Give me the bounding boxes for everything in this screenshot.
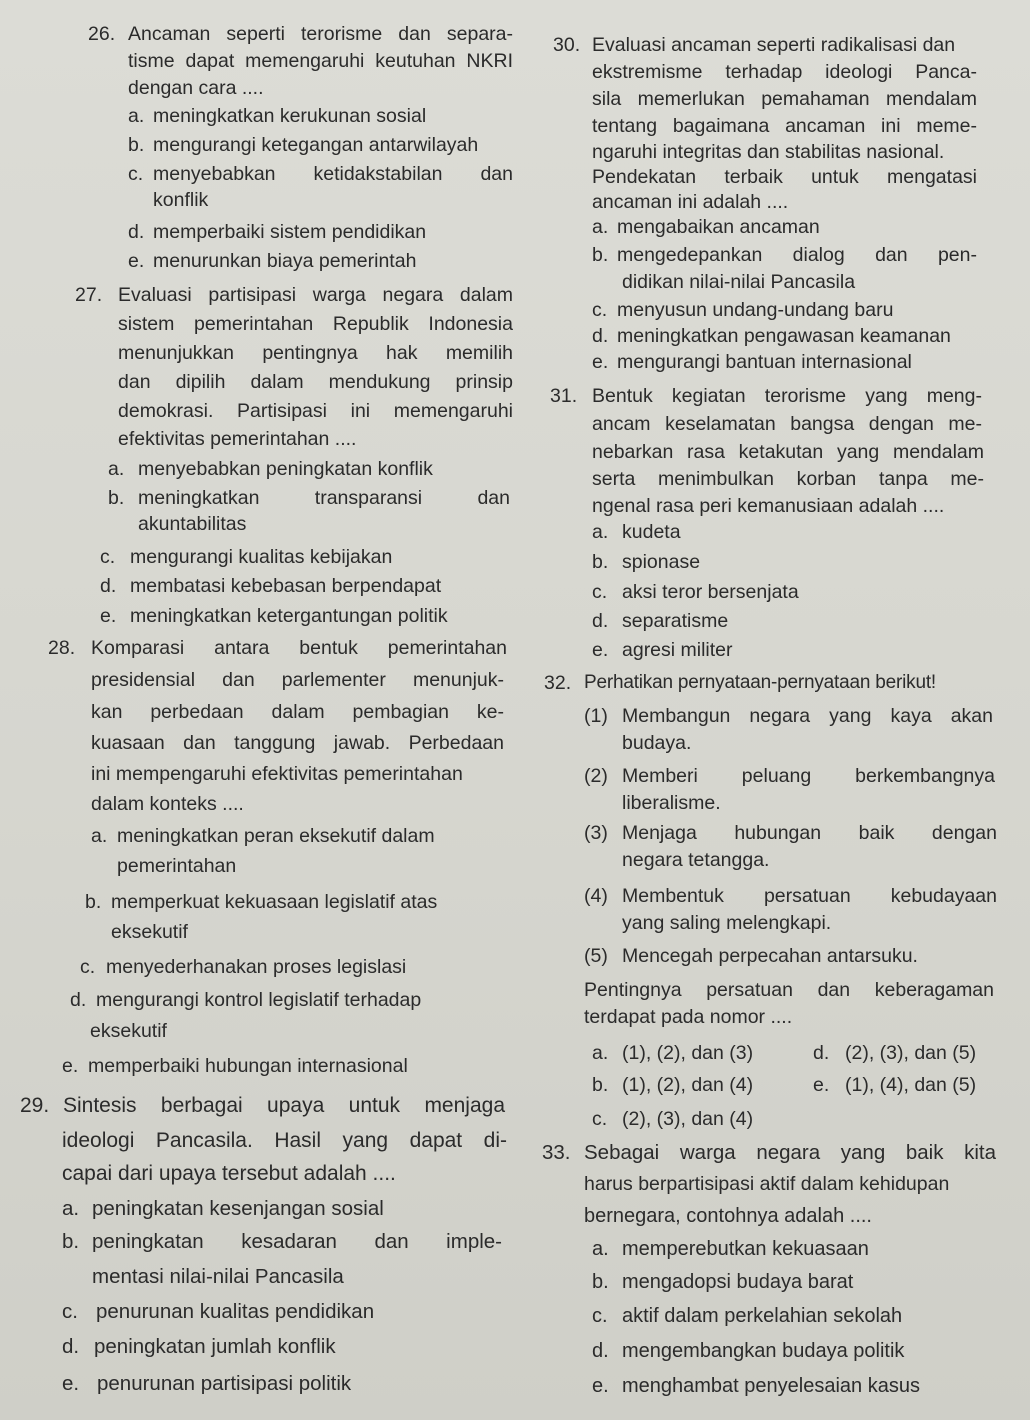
option-text: separatisme xyxy=(622,610,729,632)
option-letter: b. xyxy=(592,1074,609,1096)
question-stem-line: Sintesis berbagai upaya untuk menjaga xyxy=(63,1094,505,1117)
option-letter: d. xyxy=(592,610,609,632)
option-letter: a. xyxy=(91,825,108,847)
question-stem-line: tisme dapat memengaruhi keutuhan NKRI xyxy=(128,50,513,72)
statement-number: (5) xyxy=(584,945,608,967)
option-letter: e. xyxy=(62,1372,80,1395)
option-letter: a. xyxy=(128,105,145,127)
question-stem-line: Perhatikan pernyataan-pernyataan berikut! xyxy=(584,672,936,693)
option-text: memperkuat kekuasaan legislatif atas xyxy=(111,891,438,913)
question-number: 32. xyxy=(544,672,572,694)
option-text: aktif dalam perkelahian sekolah xyxy=(622,1305,903,1327)
question-stem-line: serta menimbulkan korban tanpa me- xyxy=(592,468,984,490)
option-text-cont: didikan nilai-nilai Pancasila xyxy=(622,271,856,293)
option-text: mengurangi kualitas kebijakan xyxy=(130,546,393,568)
question-number: 26. xyxy=(88,23,116,45)
statement-number: (4) xyxy=(584,885,608,907)
question-stem-line: dalam konteks .... xyxy=(91,793,244,815)
question-number: 27. xyxy=(75,284,103,306)
statement-text: Menjaga hubungan baik dengan xyxy=(622,822,997,844)
question-stem-line: Bentuk kegiatan terorisme yang meng- xyxy=(592,385,982,407)
option-text: mengembangkan budaya politik xyxy=(622,1340,905,1362)
option-text: aksi teror bersenjata xyxy=(622,581,799,603)
statement-text-cont: liberalisme. xyxy=(622,792,721,814)
option-letter: d. xyxy=(813,1042,830,1064)
question-stem-line: dan dipilih dalam mendukung prinsip xyxy=(118,371,513,393)
question-stem-line: kan perbedaan dalam pembagian ke- xyxy=(91,701,504,723)
option-text: meningkatkan kerukunan sosial xyxy=(153,105,427,127)
question-stem-line: sistem pemerintahan Republik Indonesia xyxy=(118,313,513,335)
statement-text: Membangun negara yang kaya akan xyxy=(622,705,993,727)
option-letter: a. xyxy=(592,1042,609,1064)
option-letter: e. xyxy=(128,250,145,272)
option-text: menyusun undang-undang baru xyxy=(617,299,894,321)
option-text: peningkatan kesenjangan sosial xyxy=(92,1197,384,1220)
question-stem-line: Evaluasi ancaman seperti radikalisasi dan xyxy=(592,34,956,56)
option-text: memperbaiki sistem pendidikan xyxy=(153,221,427,243)
option-text: mengurangi ketegangan antarwilayah xyxy=(153,134,479,156)
question-stem-line: Sebagai warga negara yang baik kita xyxy=(584,1141,996,1164)
question-stem-line: demokrasi. Partisipasi ini memengaruhi xyxy=(118,400,513,422)
question-stem-line: ngenal rasa peri kemanusiaan adalah .... xyxy=(592,495,945,517)
option-letter: e. xyxy=(592,1375,609,1397)
option-letter: d. xyxy=(70,989,87,1011)
option-letter: e. xyxy=(592,351,609,373)
statement-number: (1) xyxy=(584,705,608,727)
option-text: menurunkan biaya pemerintah xyxy=(153,250,417,272)
question-stem-line: dengan cara .... xyxy=(128,77,264,99)
option-text: (2), (3), dan (5) xyxy=(845,1042,977,1064)
option-letter: e. xyxy=(813,1074,830,1096)
statement-number: (3) xyxy=(584,822,608,844)
statement-text: Mencegah perpecahan antarsuku. xyxy=(622,945,918,967)
question-stem-line: Komparasi antara bentuk pemerintahan xyxy=(91,637,507,659)
option-text: menyebabkan peningkatan konflik xyxy=(138,458,433,480)
option-letter: b. xyxy=(85,891,102,913)
option-text: mengedepankan dialog dan pen- xyxy=(617,244,977,266)
option-letter: a. xyxy=(108,458,125,480)
option-letter: d. xyxy=(62,1335,80,1358)
option-letter: c. xyxy=(100,546,116,568)
option-text: menghambat penyelesaian kasus xyxy=(622,1375,920,1397)
question-stem-line: ngaruhi integritas dan stabilitas nasional. xyxy=(592,141,945,163)
option-letter: e. xyxy=(62,1055,79,1077)
option-text: kudeta xyxy=(622,521,681,543)
option-text: agresi militer xyxy=(622,639,733,661)
option-text: memperbaiki hubungan internasional xyxy=(88,1055,408,1077)
question-number: 31. xyxy=(550,385,578,407)
question-stem-line: Ancaman seperti terorisme dan separa- xyxy=(128,23,513,45)
question-stem-line: capai dari upaya tersebut adalah .... xyxy=(62,1162,396,1185)
option-text: meningkatkan transparansi dan xyxy=(138,487,510,509)
question-stem-line: kuasaan dan tanggung jawab. Perbedaan xyxy=(91,732,504,754)
question-stem-line: menunjukkan pentingnya hak memilih xyxy=(118,342,513,364)
question-stem-line: Pendekatan terbaik untuk mengatasi xyxy=(592,166,977,188)
question-number: 28. xyxy=(48,637,76,659)
option-text: (2), (3), dan (4) xyxy=(622,1108,754,1130)
option-text-cont: mentasi nilai-nilai Pancasila xyxy=(92,1265,344,1288)
option-letter: c. xyxy=(128,163,144,185)
option-text: (1), (2), dan (3) xyxy=(622,1042,754,1064)
statement-text: Membentuk persatuan kebudayaan xyxy=(622,885,997,907)
question-number: 29. xyxy=(20,1094,50,1117)
question-stem-line: harus berpartisipasi aktif dalam kehidupan xyxy=(584,1173,950,1195)
question-stem-line: ini mempengaruhi efektivitas pemerintahan xyxy=(91,763,463,785)
question-stem-line: sila memerlukan pemahaman mendalam xyxy=(592,88,977,110)
question-stem-line: Pentingnya persatuan dan keberagaman xyxy=(584,979,994,1001)
question-stem-line: ancam keselamatan bangsa dengan me- xyxy=(592,413,982,435)
option-text: membatasi kebebasan berpendapat xyxy=(130,575,442,597)
option-letter: b. xyxy=(62,1230,80,1253)
option-letter: d. xyxy=(592,1340,609,1362)
option-letter: d. xyxy=(128,221,145,243)
option-letter: d. xyxy=(100,575,117,597)
option-letter: b. xyxy=(592,244,609,266)
question-stem-line: ancaman ini adalah .... xyxy=(592,191,789,213)
option-letter: b. xyxy=(592,1271,609,1293)
option-letter: e. xyxy=(592,639,609,661)
option-letter: c. xyxy=(592,1108,608,1130)
option-text-cont: eksekutif xyxy=(111,921,188,943)
question-stem-line: presidensial dan parlementer menunjuk- xyxy=(91,669,504,691)
option-text: memperebutkan kekuasaan xyxy=(622,1238,869,1260)
option-letter: b. xyxy=(592,551,609,573)
option-text: meningkatkan peran eksekutif dalam xyxy=(117,825,435,847)
option-letter: c. xyxy=(592,1305,608,1327)
statement-text-cont: negara tetangga. xyxy=(622,849,770,871)
question-stem-line: efektivitas pemerintahan .... xyxy=(118,428,357,450)
option-letter: c. xyxy=(62,1300,78,1323)
option-text: mengadopsi budaya barat xyxy=(622,1271,854,1293)
option-text: peningkatan jumlah konflik xyxy=(94,1335,336,1358)
option-text: menyebabkan ketidakstabilan dan xyxy=(153,163,513,185)
option-text: (1), (2), dan (4) xyxy=(622,1074,754,1096)
option-letter: a. xyxy=(592,521,609,543)
question-stem-line: tentang bagaimana ancaman ini meme- xyxy=(592,115,977,137)
question-stem-line: ekstremisme terhadap ideologi Panca- xyxy=(592,61,977,83)
statement-text-cont: budaya. xyxy=(622,732,692,754)
option-text: peningkatan kesadaran dan imple- xyxy=(92,1230,502,1253)
statement-text-cont: yang saling melengkapi. xyxy=(622,912,832,934)
option-letter: a. xyxy=(62,1197,80,1220)
question-number: 30. xyxy=(553,34,581,56)
option-letter: e. xyxy=(100,605,117,627)
option-letter: d. xyxy=(592,325,609,347)
option-letter: c. xyxy=(592,581,608,603)
option-text: spionase xyxy=(622,551,701,573)
option-letter: b. xyxy=(128,134,145,156)
option-text: meningkatkan ketergantungan politik xyxy=(130,605,448,627)
option-text: menyederhanakan proses legislasi xyxy=(106,956,407,978)
option-text: mengurangi bantuan internasional xyxy=(617,351,912,373)
question-stem-line: bernegara, contohnya adalah .... xyxy=(584,1205,872,1227)
question-stem-line: terdapat pada nomor .... xyxy=(584,1006,793,1028)
option-letter: c. xyxy=(80,956,96,978)
option-letter: a. xyxy=(592,216,609,238)
option-text-cont: akuntabilitas xyxy=(138,513,247,535)
option-text: meningkatkan pengawasan keamanan xyxy=(617,325,951,347)
option-text-cont: konflik xyxy=(153,189,209,211)
option-letter: a. xyxy=(592,1238,609,1260)
option-text: (1), (4), dan (5) xyxy=(845,1074,977,1096)
statement-number: (2) xyxy=(584,765,608,787)
question-stem-line: nebarkan rasa ketakutan yang mendalam xyxy=(592,441,984,463)
option-letter: b. xyxy=(108,487,125,509)
option-text-cont: eksekutif xyxy=(90,1020,167,1042)
question-stem-line: Evaluasi partisipasi warga negara dalam xyxy=(118,284,513,306)
question-stem-line: ideologi Pancasila. Hasil yang dapat di- xyxy=(62,1129,507,1152)
option-text: penurunan kualitas pendidikan xyxy=(96,1300,375,1323)
option-text: mengabaikan ancaman xyxy=(617,216,820,238)
option-text-cont: pemerintahan xyxy=(117,855,237,877)
option-letter: c. xyxy=(592,299,608,321)
question-number: 33. xyxy=(542,1141,571,1164)
option-text: penurunan partisipasi politik xyxy=(97,1372,352,1395)
option-text: mengurangi kontrol legislatif terhadap xyxy=(96,989,422,1011)
statement-text: Memberi peluang berkembangnya xyxy=(622,765,995,787)
